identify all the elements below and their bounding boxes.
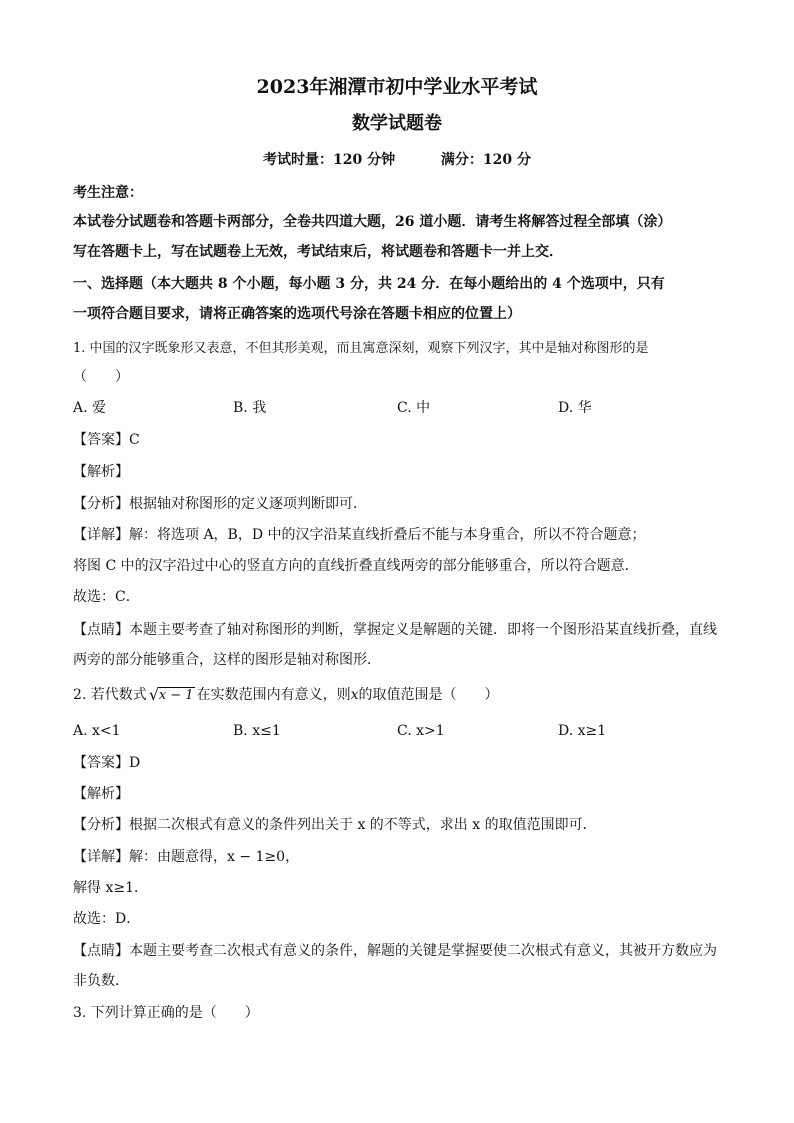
radical-sign-icon: √ — [148, 685, 160, 704]
answer-tag: 【答案】 — [73, 755, 129, 771]
q1-dianjing-2: 两旁的部分能够重合，这样的图形是轴对称图形． — [73, 652, 381, 668]
section-1-line-2: 一项符合题目要求，请将正确答案的选项代号涂在答题卡相应的位置上） — [73, 306, 521, 322]
radicand: x − 1 — [158, 688, 194, 703]
xiangjie-text: 解：由题意得，x − 1≥0， — [129, 849, 300, 865]
q2-option-a: A. x<1 — [73, 723, 121, 739]
notice-heading: 考生注意： — [73, 185, 143, 201]
exam-subtitle: 数学试题卷 — [352, 113, 442, 134]
q1-analysis-tag: 【解析】 — [73, 464, 129, 480]
score-info: 满分：120 分 — [440, 152, 531, 168]
q2-stem-mid: 在实数范围内有意义，则 — [196, 687, 351, 703]
exam-title: 2023年湘潭市初中学业水平考试 — [256, 76, 538, 98]
fenxi-text: 根据轴对称图形的定义逐项判断即可． — [129, 496, 367, 512]
section-1-line-1: 一、选择题（本大题共 8 个小题，每小题 3 分，共 24 分．在每小题给出的 4 个选项中，只有 — [73, 276, 665, 292]
q1-option-d: D. 华 — [558, 400, 592, 416]
q2-option-d: D. x≥1 — [558, 723, 607, 739]
answer-value: C — [129, 432, 140, 448]
q1-option-c: C. 中 — [397, 400, 431, 416]
exam-meta — [0, 150, 794, 170]
q1-dianjing-1 — [73, 620, 734, 640]
q1-xiangjie-1 — [73, 525, 734, 545]
q1-option-b: B. 我 — [233, 400, 267, 416]
q2-stem-post: 的取值范围是（ ） — [358, 687, 499, 703]
q1-xiangjie-2: 将图 C 中的汉字沿过中心的竖直方向的直线折叠直线两旁的部分能够重合，所以符合题意． — [73, 558, 639, 574]
q2-xiangjie-1 — [73, 847, 734, 867]
q2-option-b: B. x≤1 — [233, 723, 281, 739]
fenxi-tag: 【分析】 — [73, 496, 129, 512]
dianjing-text: 本题主要考查二次根式有意义的条件，解题的关键是掌握要使二次根式有意义，其被开方数应为 — [129, 943, 717, 959]
notice-line-2: 写在答题卡上，写在试题卷上无效，考试结束后，将试题卷和答题卡一并上交． — [73, 244, 563, 260]
q2-option-c: C. x>1 — [397, 723, 445, 739]
q2-xiangjie-2: 解得 x≥1． — [73, 880, 148, 896]
notice-line-1: 本试卷分试题卷和答题卡两部分，全卷共四道大题，26 道小题．请考生将解答过程全部填（涂） — [73, 214, 672, 230]
q3-stem: 3. 下列计算正确的是（ ） — [73, 1005, 259, 1021]
answer-tag: 【答案】 — [73, 432, 129, 448]
q1-choose: 故选：C． — [73, 589, 140, 605]
dianjing-text: 本题主要考查了轴对称图形的判断，掌握定义是解题的关键．即将一个图形沿某直线折叠，直线 — [129, 622, 717, 638]
q2-analysis-tag: 【解析】 — [73, 786, 129, 802]
answer-value: D — [129, 755, 141, 771]
dianjing-tag: 【点睛】 — [73, 622, 129, 638]
sqrt-expression — [149, 685, 195, 706]
q1-stem: 1. 中国的汉字既象形又表意，不但其形美观，而且寓意深刻，观察下列汉字，其中是轴对称图形的是 — [73, 341, 649, 356]
q1-paren: （ ） — [73, 369, 129, 385]
q2-fenxi — [73, 815, 734, 835]
q2-dianjing-1 — [73, 941, 734, 961]
fenxi-tag: 【分析】 — [73, 817, 129, 833]
xiangjie-tag: 【详解】 — [73, 849, 129, 865]
q2-dianjing-2: 非负数． — [73, 973, 129, 989]
q2-choose: 故选：D． — [73, 911, 141, 927]
time-info: 考试时量：120 分钟 — [263, 152, 396, 168]
q1-answer — [73, 430, 734, 450]
q2-var: x — [350, 687, 359, 703]
q1-fenxi — [73, 494, 734, 514]
q1-option-a: A. 爱 — [73, 400, 107, 416]
fenxi-text: 根据二次根式有意义的条件列出关于 x 的不等式，求出 x 的取值范围即可． — [129, 817, 597, 833]
dianjing-tag: 【点睛】 — [73, 943, 129, 959]
q2-stem — [73, 685, 734, 706]
q2-stem-pre: 2. 若代数式 — [73, 687, 147, 703]
xiangjie-text: 解：将选项 A，B，D 中的汉字沿某直线折叠后不能与本身重合，所以不符合题意； — [129, 527, 646, 543]
xiangjie-tag: 【详解】 — [73, 527, 129, 543]
q2-answer — [73, 753, 734, 773]
